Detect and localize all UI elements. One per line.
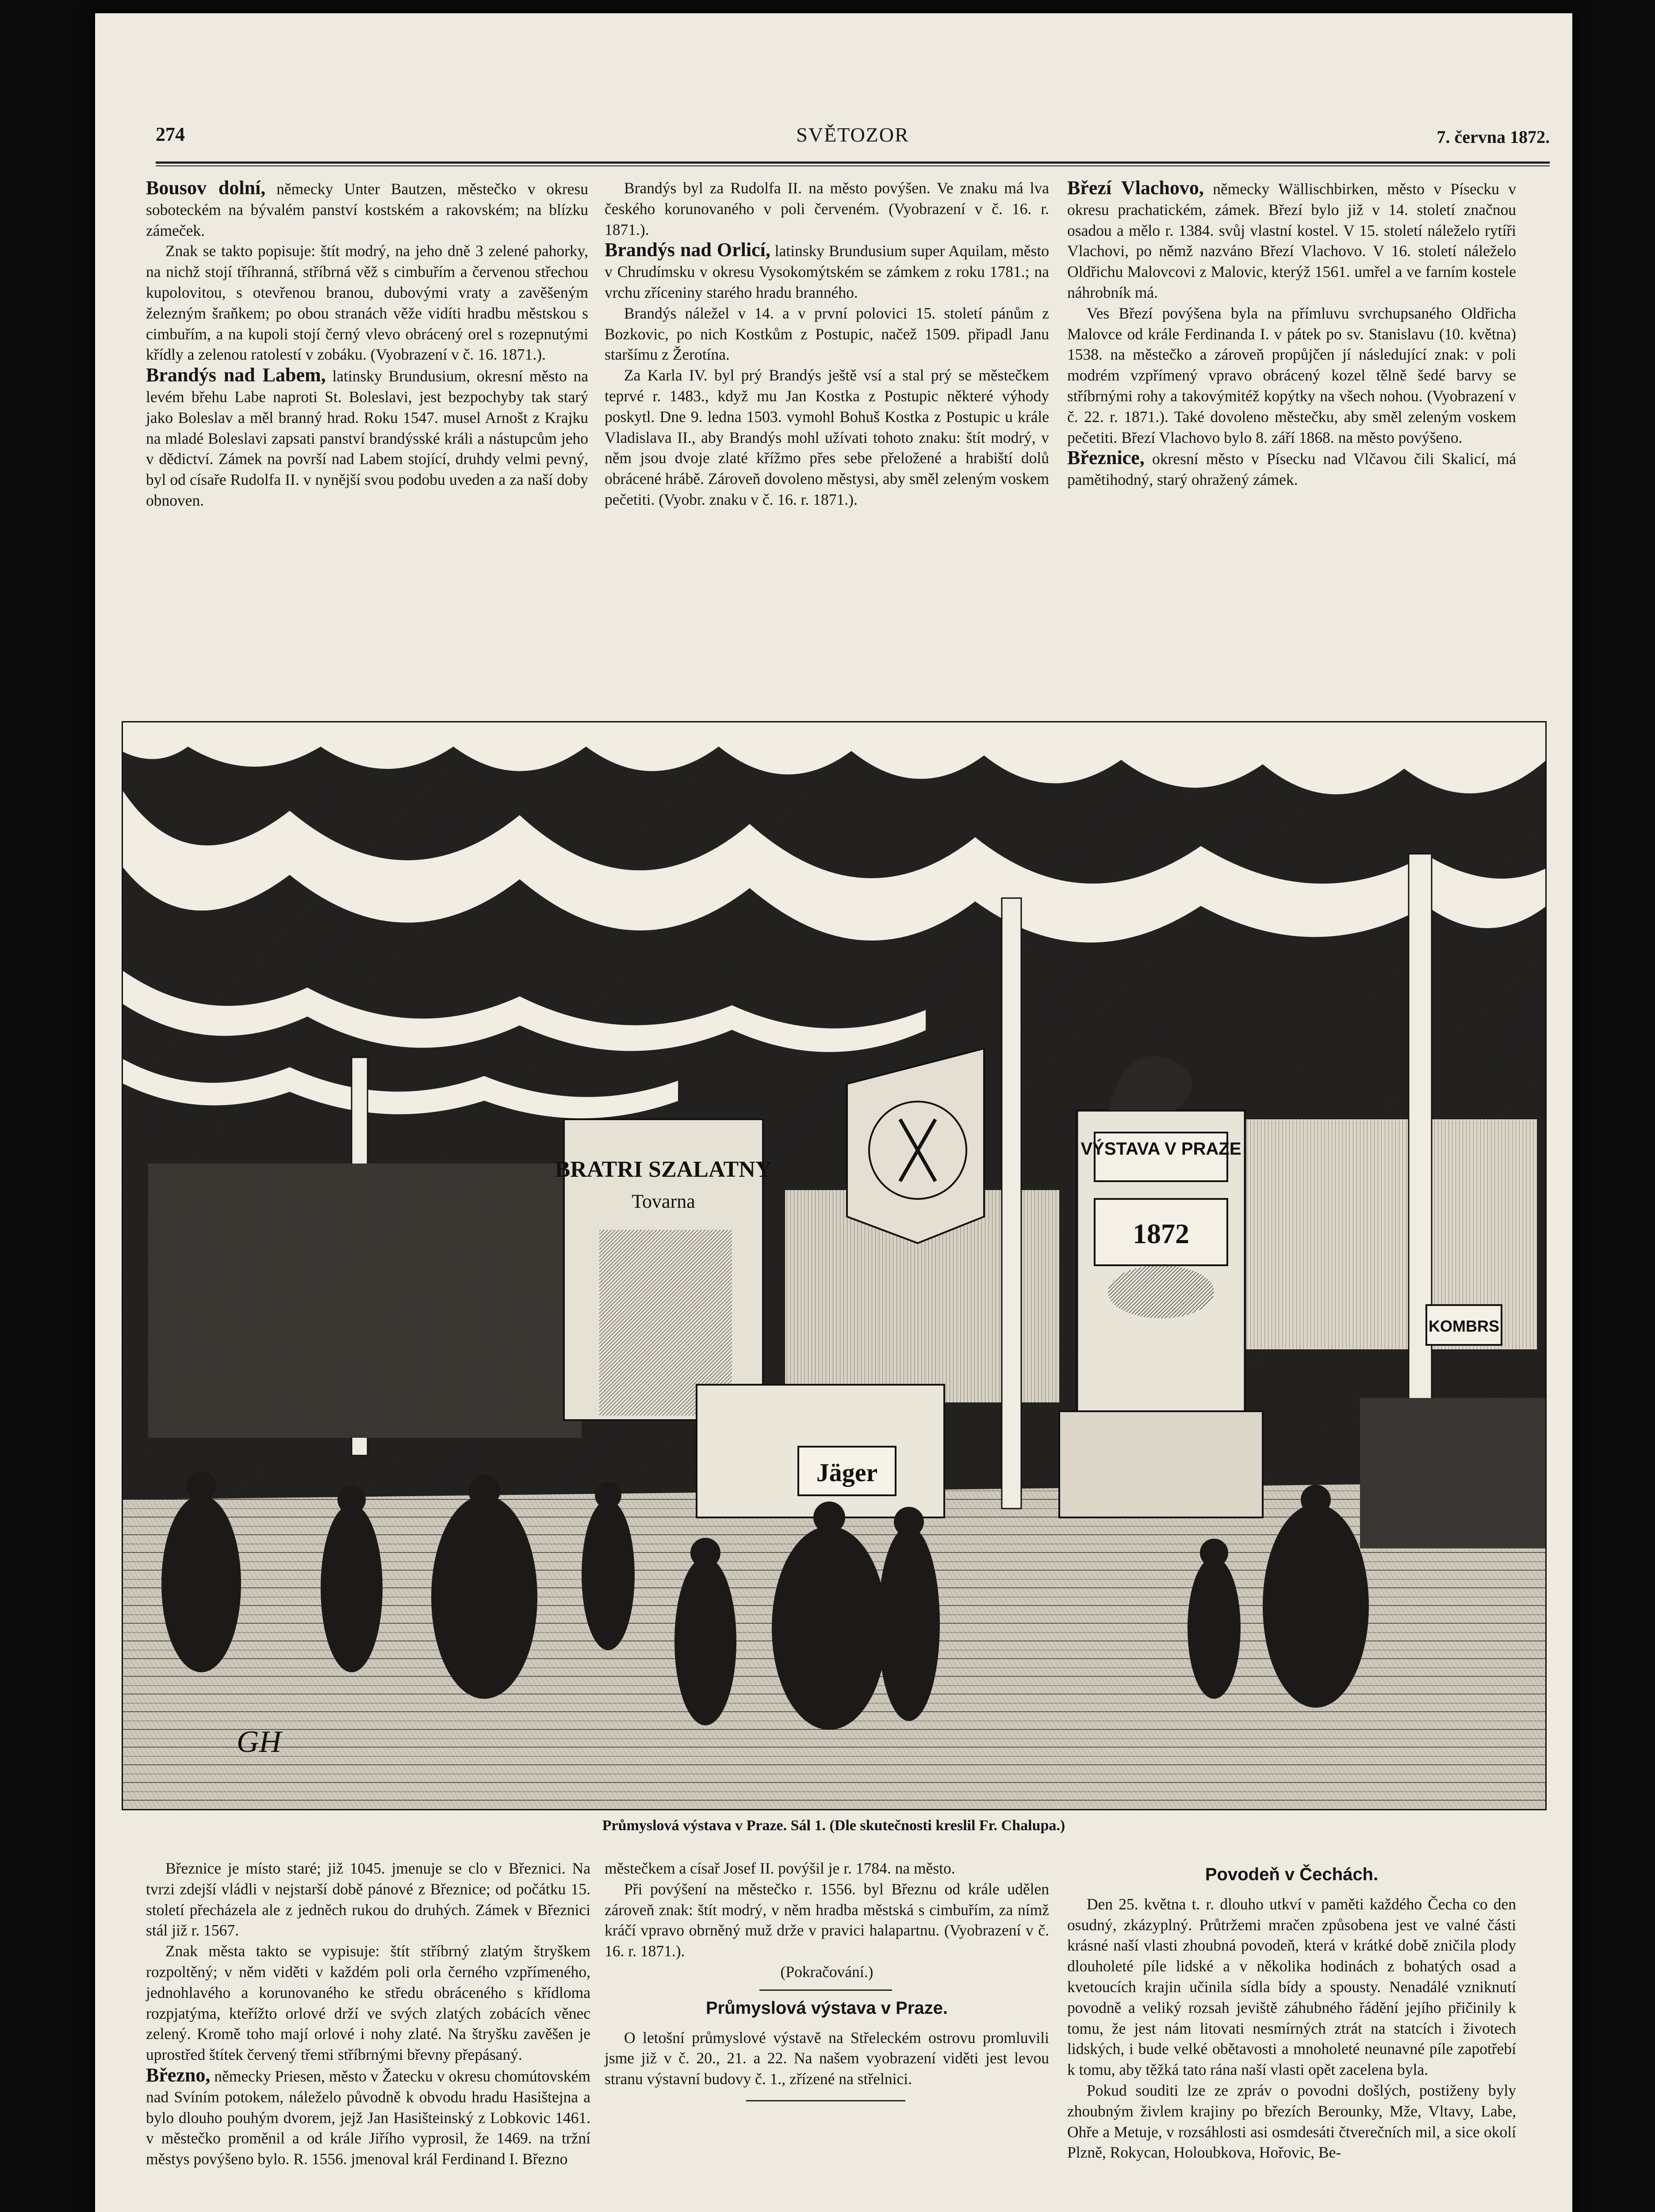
entry-heading: Brandýs nad Labem, bbox=[146, 364, 326, 386]
bottom-column-1 bbox=[146, 1858, 590, 2170]
sign-year: 1872 bbox=[1133, 1218, 1189, 1249]
bottom-column-2 bbox=[605, 1858, 1049, 2112]
sign-jager: Jäger bbox=[816, 1458, 878, 1487]
paragraph: Den 25. května t. r. dlouho utkví v paměti každého Čecha co den osudný, zkázyplný. Průtržemi mračen způsobena jest ve valné části krásné naší vlasti zhoubná povodeň, která v krátké době zničila plody dlouholeté píle lidské a v několika hodinách z bohatých osad a kvetoucích krajin učinila sídla bídy a spousty. Nenadálé vzniknutí povodně a veliký rozsah jeviště záhubného řádění jejího přičinily k tomu, že jest nám litovati nesmírných ztrát na statcích i životech lidských, i bude velké obětavosti a mnoholeté neunavné píle zapotřebí k tomu, aby těžká tato rána naší vlasti opět zacelena byla. bbox=[1067, 1895, 1516, 2079]
paragraph: Za Karla IV. byl prý Brandýs ještě vsí a stal prý se městečkem teprvé r. 1483., když mu Jan Kostka z Postupic některé výhody poskytl. Dne 9. ledna 1503. vymohl Bohuš Kostka z Postupic u krále Vladislava II., aby Brandýs mohl užívati tohoto znaku: štít modrý, v něm jsou dvoje zlaté křížmo přes sebe přeložené a hrabiští dolů obrácené hrábě. Zároveň dovoleno městysi, aby směl zeleným voskem pečetiti. (Vyobr. znaku v č. 16. r. 1871.). bbox=[605, 366, 1049, 508]
paragraph bbox=[146, 178, 588, 241]
entry-heading: Březno, bbox=[146, 2064, 211, 2086]
entry-heading: Březí Vlachovo, bbox=[1067, 177, 1204, 199]
paragraph bbox=[1067, 448, 1516, 490]
central-exhibit-tower bbox=[1059, 1056, 1263, 1518]
entry-heading: Brandýs nad Orlicí, bbox=[605, 239, 770, 261]
masthead-title: SVĚTOZOR bbox=[796, 123, 909, 146]
issue-date: 7. června 1872. bbox=[1437, 127, 1550, 147]
sign-bratri: BRATRI SZALATNY bbox=[555, 1157, 772, 1182]
header-rule bbox=[156, 161, 1550, 164]
top-column-1 bbox=[146, 178, 588, 511]
sign-bratri-sub: Tovarna bbox=[632, 1190, 695, 1212]
paragraph: městečkem a císař Josef II. povýšil je r. 1784. na město. bbox=[605, 1859, 955, 1877]
entry-heading: Bousov dolní, bbox=[146, 177, 266, 199]
entry-text: německy Wällischbirken, město v Písecku v okresu prachatickém, zámek. Březí bylo již v 14. století značnou osadou a mělo r. 1384. svůj vlastní kostel. V 15. století náleželo rytíři Vlachovi, po němž nazváno Březí Vlachovo. V 16. století náleželo Oldřichu Malovcovi z Malovic, kterýž 1561. umřel a ve farním kostele náhrobník má. bbox=[1067, 180, 1517, 301]
section-title: Průmyslová výstava v Praze. bbox=[705, 1998, 948, 2018]
paragraph: Znak města takto se vypisuje: štít stříbrný zlatým štryškem rozpoltěný; v něm viděti v každém poli orla černého vzpřímeného, jednohlavého a korunovaného ke středu obráceného s křídloma rozpjatýma, kteřížto orlové drží ve svých zlatých zobácích věnec zelený. Kromě toho mají orlové i nohy zlaté. Na štryšku zavěšen je uprostřed štítek červený třemi stříbrnými břevny přepásaný. bbox=[146, 1942, 590, 2064]
sign-vystava: VÝSTAVA V PRAZE bbox=[1080, 1139, 1241, 1159]
section-rule bbox=[759, 1989, 892, 1991]
paragraph: Znak se takto popisuje: štít modrý, na jeho dně 3 zelené pahorky, na nichž stojí tříhranná, stříbrná věž s cimbuřím a červenou střechou kupolovitou, s otevřenou branou, dubovými vraty a zavěšeným železným šraňkem; po obou stranách věže vidíti hradbu městskou s cimbuřím, a na kupoli stojí černý vlevo obrácený orel s rozepnutými křídly a zelenou ratolestí v zobáku. (Vyobrazení v č. 16. 1871.). bbox=[146, 242, 588, 364]
bottom-column-3 bbox=[1067, 1858, 1516, 2163]
section-end-rule bbox=[746, 2100, 905, 2101]
paragraph bbox=[146, 2065, 590, 2170]
continued-note: (Pokračování.) bbox=[780, 1962, 873, 1981]
paragraph bbox=[146, 365, 588, 511]
header-rule-thin bbox=[156, 165, 1550, 166]
sign-kombrs: KOMBRS bbox=[1429, 1317, 1499, 1335]
newspaper-page bbox=[95, 13, 1572, 2212]
top-column-2 bbox=[605, 178, 1049, 510]
paragraph: O letošní průmyslové výstavě na Střeleckém ostrovu promluvili jsme již v č. 20., 21. a 22. Na našem vyobrazení viděti jest levou stranu výstavní budovy č. 1., zřízené na střelnici. bbox=[605, 2028, 1049, 2088]
section-title: Povodeň v Čechách. bbox=[1205, 1865, 1379, 1884]
entry-heading: Březnice, bbox=[1067, 447, 1145, 469]
page-number: 274 bbox=[156, 123, 185, 145]
left-booths bbox=[148, 1119, 772, 1438]
paragraph: Brandýs náležel v 14. a v první polovici 15. století pánům z Bozkovic, po nich Kostkům z Postupic, načež 1509. připadl Janu staršímu z Žerotína. bbox=[605, 304, 1049, 364]
artist-monogram: GH bbox=[237, 1725, 282, 1759]
top-column-3 bbox=[1067, 178, 1516, 490]
paragraph bbox=[1067, 178, 1516, 303]
entry-text: okresní město v Písecku nad Vlčavou čili Skalicí, má pamětihodný, starý ohražený zámek. bbox=[1067, 450, 1516, 489]
exhibition-hall-engraving bbox=[122, 721, 1547, 1810]
entry-text: latinsky Brundusium, okresní město na levém břehu Labe naproti St. Boleslavi, jest bezpochyby tak starý jako Boleslav a měl branný hrad. Roku 1547. musel Arnošt z Krajku na mladé Boleslavi zapsati panství brandýsské králi a nástupcům jeho v dědictví. Zámek na površí nad Labem stojící, druhdy velmi pevný, byl od císaře Rudolfa II. v nynější svou podobu uveden a za naší doby obnoven. bbox=[146, 367, 588, 509]
page-header bbox=[156, 123, 1550, 158]
paragraph: Ves Březí povýšena byla na přímluvu svrchupsaného Oldřicha Malovce od krále Ferdinanda I. v pátek po sv. Stanislavu (10. května) 1538. na městečko a zároveň propůjčen jí následující znak: v poli modrém vzpřímený vpravo obrácený kozel tělně šedé barvy se stříbrnými rohy a takovýmitéž kopýtky na všech nohou. (Vyobrazení v č. 22. r. 1871.). Také dovoleno městečku, aby směl zeleným voskem pečetiti. Březí Vlachovo bylo 8. září 1868. na město povýšeno. bbox=[1067, 304, 1516, 446]
entry-text: německy Priesen, město v Žatecku v okresu chomútovském nad Svíním potokem, náleželo původně k obvodu hradu Hasištejna a bylo dlouho pouhým dvorem, jejž Jan Hasišteinský z Lobkovic 1461. v městečko proměnil a od krále Jiřího vyprosil, že 1469. na tržní městys povýšeno bylo. R. 1556. jmenoval král Ferdinand I. Březno bbox=[146, 2067, 591, 2168]
jager-booth bbox=[697, 1385, 944, 1517]
entry-text: latinsky Brundusium super Aquilam, město v Chrudímsku v okresu Vysokomýtském se zámkem z roku 1781.; na vrchu zříceniny starého hradu branného. bbox=[605, 242, 1050, 301]
hanging-banner bbox=[847, 1048, 984, 1243]
paragraph: Březnice je místo staré; již 1045. jmenuje se clo v Březnici. Na tvrzi zdejší vládli v nejstarší době pánové z Březnice; od počátku 15. století přecházela ale z jedněch rukou do druhých. Zámek v Březnici stál již r. 1567. bbox=[146, 1859, 590, 1939]
entry-text: německy Unter Bautzen, městečko v okresu soboteckém na bývalém panství kostském a rakovském; na blízku zámeček. bbox=[146, 180, 589, 239]
paragraph: Pokud souditi lze ze zpráv o povodni došlých, postiženy byly zhoubným živlem krajiny po březích Berounky, Mže, Vltavy, Labe, Ohře a Metuje, v rozsáhlosti asi osmdesáti čtverečních mil, a sice okolí Plzně, Rokycan, Holoubkova, Hořovic, Be- bbox=[1067, 2081, 1516, 2162]
illustration-caption: Průmyslová výstava v Praze. Sál 1. (Dle skutečnosti kreslil Fr. Chalupa.) bbox=[602, 1817, 1065, 1834]
paragraph bbox=[605, 240, 1049, 303]
paragraph: Při povýšení na městečko r. 1556. byl Březnu od krále udělen zároveň znak: štít modrý, v něm hradba městská s cimbuřím, za nímž kráčí vpravo obrněný muž drže v pravici halapartnu. (Vyobrazení v č. 16. r. 1871.). bbox=[605, 1880, 1049, 1960]
paragraph: Brandýs byl za Rudolfa II. na město povýšen. Ve znaku má lva českého korunovaného v poli červeném. (Vyobrazení v č. 16. r. 1871.). bbox=[605, 179, 1049, 238]
